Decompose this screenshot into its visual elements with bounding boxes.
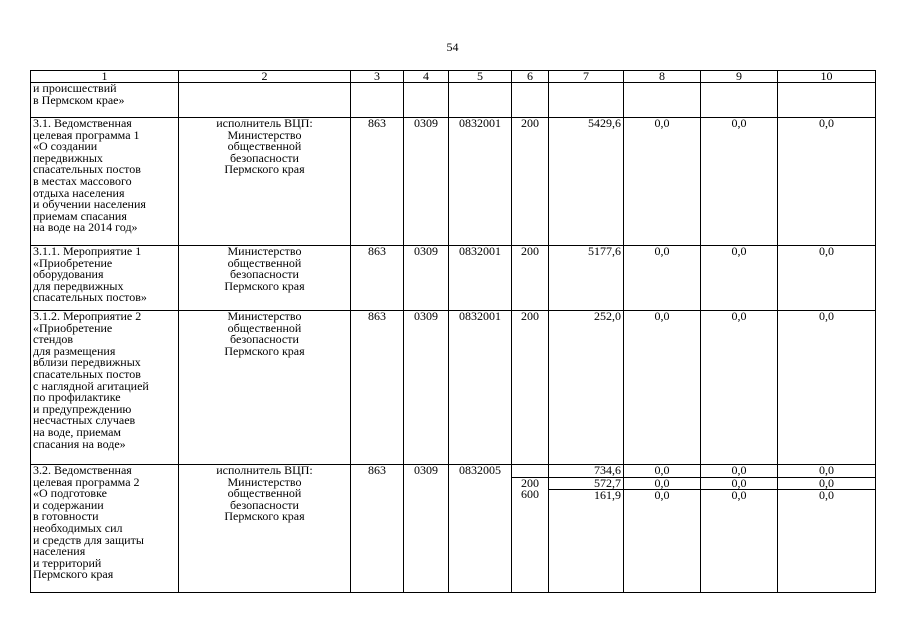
cell xyxy=(512,83,549,118)
item-name: 3.1.2. Мероприятие 2 «Приобретение стендов для размещения вблизи передвижных спасательных постов с наглядной агитацией по профилактике и предупреждению несчастных случаев на воде, приемам спасания на воде» xyxy=(31,311,179,465)
header-cell: 2 xyxy=(179,71,351,83)
amount-2016: 0,0 xyxy=(701,311,778,465)
header-cell: 8 xyxy=(624,71,701,83)
budget-table xyxy=(30,70,876,593)
amount-2016: 0,0 xyxy=(701,246,778,311)
item-name: 3.1.1. Мероприятие 1 «Приобретение оборудования для передвижных спасательных постов» xyxy=(31,246,179,311)
amount-line: 0,0 xyxy=(624,465,700,478)
header-cell: 9 xyxy=(701,71,778,83)
target-code: 0832005 xyxy=(449,465,512,593)
amount-line: 572,7 xyxy=(549,478,624,491)
expense-type-line: 200 xyxy=(521,475,539,490)
header-row xyxy=(31,71,876,83)
cell xyxy=(351,83,404,118)
table-row xyxy=(31,311,876,465)
amount-2017: 0,0 xyxy=(778,118,876,246)
cell xyxy=(404,83,449,118)
cell xyxy=(449,83,512,118)
header-cell: 5 xyxy=(449,71,512,83)
header-cell: 3 xyxy=(351,71,404,83)
section-code: 0309 xyxy=(404,246,449,311)
table-row xyxy=(31,118,876,246)
amount-2014: 252,0 xyxy=(549,311,624,465)
section-code: 0309 xyxy=(404,311,449,465)
header-cell: 6 xyxy=(512,71,549,83)
executor: исполнитель ВЦП: Министерство общественной безопасности Пермского края xyxy=(179,118,351,246)
amount-line: 734,6 xyxy=(549,465,624,478)
amount-line: 0,0 xyxy=(778,465,875,478)
executor: исполнитель ВЦП: Министерство общественной безопасности Пермского края xyxy=(179,465,351,593)
expense-type-line: 600 xyxy=(521,487,539,502)
section-code: 0309 xyxy=(404,118,449,246)
cell xyxy=(778,83,876,118)
admin-code: 863 xyxy=(351,246,404,311)
amount-line: 0,0 xyxy=(819,488,834,503)
expense-type: 200 xyxy=(512,246,549,311)
expense-type xyxy=(512,465,549,593)
expense-type: 200 xyxy=(512,118,549,246)
table-row xyxy=(31,465,876,593)
amount-2015: 0,0 xyxy=(624,311,701,465)
amount-2015: 0,0 xyxy=(624,246,701,311)
amount-line: 0,0 xyxy=(624,478,700,491)
cell xyxy=(701,83,778,118)
header-cell: 1 xyxy=(31,71,179,83)
amount-2014: 5177,6 xyxy=(549,246,624,311)
target-code: 0832001 xyxy=(449,311,512,465)
executor: Министерство общественной безопасности Пермского края xyxy=(179,311,351,465)
amount-2015: 0,0 xyxy=(624,118,701,246)
header-cell: 7 xyxy=(549,71,624,83)
section-code: 0309 xyxy=(404,465,449,593)
header-cell: 10 xyxy=(778,71,876,83)
admin-code: 863 xyxy=(351,311,404,465)
table-row xyxy=(31,83,876,118)
amount-line: 0,0 xyxy=(654,488,670,503)
amount-2014 xyxy=(549,465,624,593)
amount-2017: 0,0 xyxy=(778,246,876,311)
amount-line: 0,0 xyxy=(701,465,777,478)
target-code: 0832001 xyxy=(449,118,512,246)
amount-2014: 5429,6 xyxy=(549,118,624,246)
amount-2015 xyxy=(624,465,701,593)
admin-code: 863 xyxy=(351,118,404,246)
admin-code: 863 xyxy=(351,465,404,593)
table-row xyxy=(31,246,876,311)
target-code: 0832001 xyxy=(449,246,512,311)
cell xyxy=(549,83,624,118)
page-number: 54 xyxy=(446,40,459,54)
expense-type: 200 xyxy=(512,311,549,465)
amount-2017: 0,0 xyxy=(778,311,876,465)
amount-2016: 0,0 xyxy=(701,118,778,246)
amount-line: 0,0 xyxy=(778,478,875,491)
executor: Министерство общественной безопасности Пермского края xyxy=(179,246,351,311)
item-name: и происшествий в Пермском крае» xyxy=(31,83,179,118)
amount-line: 0,0 xyxy=(701,478,777,491)
cell xyxy=(624,83,701,118)
executor xyxy=(179,83,351,118)
amount-line: 161,9 xyxy=(594,488,621,503)
amount-2017 xyxy=(778,465,876,593)
amount-2016 xyxy=(701,465,778,593)
item-name: 3.2. Ведомственная целевая программа 2 «О подготовке и содержании в готовности необходимых сил и средств для защиты населения и территорий Пермского края xyxy=(31,465,179,593)
item-name: 3.1. Ведомственная целевая программа 1 «О создании передвижных спасательных постов в местах массового отдыха населения и обучении населения приемам спасания на воде на 2014 год» xyxy=(31,118,179,246)
amount-line: 0,0 xyxy=(731,488,747,503)
header-cell: 4 xyxy=(404,71,449,83)
